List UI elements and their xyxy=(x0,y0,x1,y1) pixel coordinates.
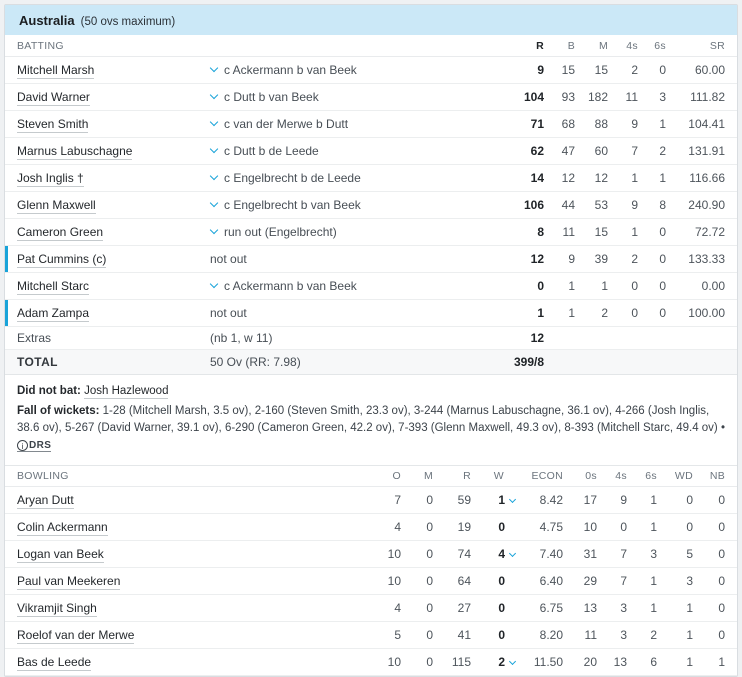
sixes-value: 6 xyxy=(650,655,657,669)
player-name-link[interactable]: Mitchell Marsh xyxy=(17,63,95,77)
col-strike-rate: SR xyxy=(709,39,725,52)
chevron-down-icon[interactable] xyxy=(210,199,218,207)
strike-rate-value: 131.91 xyxy=(688,144,725,158)
runs-value: 115 xyxy=(451,655,471,669)
batting-row xyxy=(5,165,737,192)
no-balls-value: 0 xyxy=(718,574,725,588)
fours-value: 2 xyxy=(631,63,638,77)
player-name-link[interactable]: Steven Smith xyxy=(17,117,89,131)
dots-value: 10 xyxy=(583,520,597,534)
batting-row xyxy=(5,219,737,246)
bowler-name-link[interactable]: Roelof van der Merwe xyxy=(17,628,135,642)
fours-value: 0 xyxy=(631,306,638,320)
fours-value: 0 xyxy=(620,520,627,534)
col-economy: ECON xyxy=(531,470,563,482)
strike-rate-value: 133.33 xyxy=(688,252,725,266)
wickets-value: 4 xyxy=(498,547,505,561)
bowling-section-label: BOWLING xyxy=(17,470,69,482)
sixes-value: 0 xyxy=(659,306,666,320)
info-icon: i xyxy=(17,440,28,451)
economy-value: 11.50 xyxy=(533,655,563,669)
economy-value: 6.40 xyxy=(539,574,563,588)
scorecard-card xyxy=(4,4,738,677)
economy-value: 6.75 xyxy=(539,601,563,615)
dismissal-text: c Ackermann b van Beek xyxy=(224,63,357,77)
runs-value: 0 xyxy=(537,279,544,293)
dots-value: 31 xyxy=(583,547,597,561)
batting-row-not-out xyxy=(5,246,737,273)
bowler-name-link[interactable]: Vikramjit Singh xyxy=(17,601,97,615)
bowler-name-link[interactable]: Aryan Dutt xyxy=(17,493,74,507)
col-sixes: 6s xyxy=(645,470,657,482)
fall-of-wickets xyxy=(5,399,737,465)
batting-row xyxy=(5,111,737,138)
sixes-value: 1 xyxy=(650,574,657,588)
runs-value: 62 xyxy=(530,144,544,158)
batting-section-label: BATTING xyxy=(17,39,64,52)
bowler-name-link[interactable]: Paul van Meekeren xyxy=(17,574,121,588)
dismissal-text: c Dutt b de Leede xyxy=(224,144,319,158)
fours-value: 13 xyxy=(613,655,627,669)
strike-rate-value: 240.90 xyxy=(688,198,725,212)
dismissal-text: not out xyxy=(210,252,247,266)
no-balls-value: 0 xyxy=(718,493,725,507)
fours-value: 11 xyxy=(625,90,638,104)
chevron-down-icon[interactable] xyxy=(210,172,218,180)
bowling-row xyxy=(5,487,737,514)
no-balls-value: 0 xyxy=(718,601,725,615)
player-name-link[interactable]: Adam Zampa xyxy=(17,306,90,320)
runs-value: 106 xyxy=(523,198,544,212)
player-name-link[interactable]: Josh Inglis † xyxy=(17,171,84,185)
sixes-value: 2 xyxy=(650,628,657,642)
sixes-value: 1 xyxy=(659,117,666,131)
dismissal-text: c van der Merwe b Dutt xyxy=(224,117,349,131)
maidens-value: 0 xyxy=(426,628,433,642)
dots-value: 17 xyxy=(583,493,597,507)
col-runs: R xyxy=(536,39,544,52)
no-balls-value: 0 xyxy=(718,520,725,534)
sixes-value: 1 xyxy=(659,171,666,185)
bowling-row xyxy=(5,568,737,595)
extras-detail: (nb 1, w 11) xyxy=(210,331,273,345)
batting-header-row xyxy=(5,35,737,57)
maidens-value: 0 xyxy=(426,655,433,669)
runs-value: 27 xyxy=(457,601,471,615)
runs-value: 14 xyxy=(530,171,544,185)
batting-row xyxy=(5,84,737,111)
did-not-bat-label: Did not bat: xyxy=(17,385,81,397)
bullet-separator: • xyxy=(720,422,725,434)
minutes-value: 15 xyxy=(594,63,608,77)
balls-value: 15 xyxy=(561,63,575,77)
minutes-value: 60 xyxy=(594,144,608,158)
overs-value: 4 xyxy=(394,601,401,615)
runs-value: 9 xyxy=(537,63,544,77)
wides-value: 0 xyxy=(686,520,693,534)
minutes-value: 15 xyxy=(594,225,608,239)
no-balls-value: 0 xyxy=(718,547,725,561)
dots-value: 20 xyxy=(583,655,597,669)
economy-value: 4.75 xyxy=(539,520,563,534)
sixes-value: 1 xyxy=(650,601,657,615)
runs-value: 71 xyxy=(530,117,544,131)
overs-value: 10 xyxy=(387,655,401,669)
sixes-value: 1 xyxy=(650,520,657,534)
batting-row xyxy=(5,273,737,300)
dots-value: 11 xyxy=(584,628,597,642)
maidens-value: 0 xyxy=(426,493,433,507)
dots-value: 29 xyxy=(583,574,597,588)
fours-value: 9 xyxy=(631,198,638,212)
total-score: 399/8 xyxy=(513,355,544,369)
overs-value: 10 xyxy=(387,574,401,588)
strike-rate-value: 60.00 xyxy=(694,63,725,77)
innings-header xyxy=(5,5,737,35)
wickets-value: 0 xyxy=(498,628,505,642)
batting-row-not-out xyxy=(5,300,737,327)
minutes-value: 1 xyxy=(601,279,608,293)
maidens-value: 0 xyxy=(426,601,433,615)
fours-value: 1 xyxy=(631,171,638,185)
fours-value: 9 xyxy=(620,493,627,507)
fours-value: 2 xyxy=(631,252,638,266)
sixes-value: 8 xyxy=(659,198,666,212)
batting-row xyxy=(5,192,737,219)
player-name-link[interactable]: Marnus Labuschagne xyxy=(17,144,133,158)
bowler-name-link[interactable]: Colin Ackermann xyxy=(17,520,108,534)
chevron-down-icon[interactable] xyxy=(210,226,218,234)
col-balls: B xyxy=(567,39,575,52)
fall-of-wickets-text: 1-28 (Mitchell Marsh, 3.5 ov), 2-160 (Steven Smith, 23.3 ov), 3-244 (Marnus Labuschagne, 36.1 ov), 4-266 (Josh Inglis, 38.6 ov), 5-267 (David Warner, 39.1 ov), 6-290 (Cameron Green, 42.2 ov), 7-393 (Glenn Maxwell, 49.3 ov), 8-393 (Mitchell Starc, 49.4 ov) xyxy=(17,405,718,434)
player-name-link[interactable]: David Warner xyxy=(17,90,90,104)
col-maidens: M xyxy=(423,470,433,482)
strike-rate-value: 72.72 xyxy=(694,225,725,239)
bowling-header-row xyxy=(5,465,737,487)
bowling-row xyxy=(5,649,737,676)
player-name-link[interactable]: Glenn Maxwell xyxy=(17,198,96,212)
fours-value: 7 xyxy=(620,547,627,561)
maidens-value: 0 xyxy=(426,520,433,534)
bowling-row xyxy=(5,514,737,541)
extras-runs: 12 xyxy=(530,331,544,345)
runs-value: 59 xyxy=(457,493,471,507)
col-wides: WD xyxy=(674,470,693,482)
sixes-value: 1 xyxy=(650,493,657,507)
economy-value: 8.20 xyxy=(539,628,563,642)
wickets-value: 0 xyxy=(498,520,505,534)
balls-value: 9 xyxy=(568,252,575,266)
drs-link[interactable] xyxy=(17,439,51,452)
sixes-value: 0 xyxy=(659,63,666,77)
runs-value: 74 xyxy=(457,547,471,561)
balls-value: 47 xyxy=(561,144,575,158)
wides-value: 1 xyxy=(686,655,693,669)
bowling-row xyxy=(5,622,737,649)
col-sixes: 6s xyxy=(654,39,666,52)
wickets-value: 0 xyxy=(498,601,505,615)
sixes-value: 3 xyxy=(650,547,657,561)
player-name-link[interactable]: Pat Cummins (c) xyxy=(17,252,107,266)
runs-value: 1 xyxy=(537,306,544,320)
overs-value: 7 xyxy=(394,493,401,507)
fours-value: 7 xyxy=(631,144,638,158)
strike-rate-value: 100.00 xyxy=(688,306,725,320)
fours-value: 0 xyxy=(631,279,638,293)
minutes-value: 182 xyxy=(587,90,608,104)
overs-note: (50 ovs maximum) xyxy=(80,16,176,28)
extras-row xyxy=(5,327,737,350)
runs-value: 64 xyxy=(457,574,471,588)
chevron-down-icon[interactable] xyxy=(210,280,218,288)
dismissal-text: run out (Engelbrecht) xyxy=(224,225,337,239)
total-overs: 50 Ov (RR: 7.98) xyxy=(210,355,301,369)
balls-value: 68 xyxy=(561,117,575,131)
dismissal-text: c Engelbrecht b van Beek xyxy=(224,198,361,212)
wickets-value: 1 xyxy=(498,493,505,507)
no-balls-value: 1 xyxy=(718,655,725,669)
minutes-value: 39 xyxy=(594,252,608,266)
runs-value: 19 xyxy=(457,520,471,534)
balls-value: 44 xyxy=(561,198,575,212)
wides-value: 1 xyxy=(686,628,693,642)
col-wickets: W xyxy=(493,470,504,482)
player-name-link[interactable]: Mitchell Starc xyxy=(17,279,90,293)
fours-value: 9 xyxy=(631,117,638,131)
bowler-name-link[interactable]: Logan van Beek xyxy=(17,547,104,561)
fours-value: 1 xyxy=(631,225,638,239)
team-name: Australia xyxy=(19,13,75,28)
dismissal-text: c Dutt b van Beek xyxy=(224,90,319,104)
minutes-value: 12 xyxy=(594,171,608,185)
chevron-down-icon[interactable] xyxy=(210,91,218,99)
no-balls-value: 0 xyxy=(718,628,725,642)
economy-value: 8.42 xyxy=(539,493,563,507)
chevron-down-icon[interactable] xyxy=(210,64,218,72)
player-name-link[interactable]: Cameron Green xyxy=(17,225,104,239)
batting-row xyxy=(5,138,737,165)
did-not-bat-player-link[interactable]: Josh Hazlewood xyxy=(84,385,169,397)
did-not-bat xyxy=(5,375,737,399)
balls-value: 11 xyxy=(562,225,575,239)
drs-label: DRS xyxy=(29,440,52,451)
balls-value: 1 xyxy=(568,279,575,293)
fours-value: 3 xyxy=(620,628,627,642)
fours-value: 7 xyxy=(620,574,627,588)
dots-value: 13 xyxy=(583,601,597,615)
chevron-down-icon[interactable] xyxy=(210,145,218,153)
batting-row xyxy=(5,57,737,84)
overs-value: 5 xyxy=(394,628,401,642)
strike-rate-value: 104.41 xyxy=(688,117,725,131)
minutes-value: 2 xyxy=(601,306,608,320)
overs-value: 10 xyxy=(387,547,401,561)
balls-value: 1 xyxy=(568,306,575,320)
sixes-value: 3 xyxy=(659,90,666,104)
wides-value: 0 xyxy=(686,493,693,507)
wickets-value: 2 xyxy=(498,655,505,669)
balls-value: 12 xyxy=(561,171,575,185)
bowling-row xyxy=(5,595,737,622)
col-dots: 0s xyxy=(585,470,597,482)
fall-of-wickets-label: Fall of wickets: xyxy=(17,405,100,417)
col-fours: 4s xyxy=(626,39,638,52)
strike-rate-value: 116.66 xyxy=(689,171,725,185)
runs-value: 8 xyxy=(537,225,544,239)
bowler-name-link[interactable]: Bas de Leede xyxy=(17,655,92,669)
maidens-value: 0 xyxy=(426,574,433,588)
overs-value: 4 xyxy=(394,520,401,534)
bowling-row xyxy=(5,541,737,568)
col-minutes: M xyxy=(598,39,608,52)
col-overs: O xyxy=(392,470,401,482)
dismissal-text: not out xyxy=(210,306,247,320)
wides-value: 5 xyxy=(686,547,693,561)
dismissal-text: c Ackermann b van Beek xyxy=(224,279,357,293)
minutes-value: 88 xyxy=(594,117,608,131)
strike-rate-value: 111.82 xyxy=(690,90,725,104)
dismissal-text: c Engelbrecht b de Leede xyxy=(224,171,361,185)
total-label: TOTAL xyxy=(17,355,58,369)
col-runs: R xyxy=(463,470,471,482)
sixes-value: 0 xyxy=(659,252,666,266)
sixes-value: 0 xyxy=(659,225,666,239)
minutes-value: 53 xyxy=(594,198,608,212)
total-row xyxy=(5,350,737,375)
runs-value: 12 xyxy=(530,252,544,266)
sixes-value: 0 xyxy=(659,279,666,293)
col-no-balls: NB xyxy=(709,470,725,482)
wides-value: 1 xyxy=(686,601,693,615)
wickets-value: 0 xyxy=(498,574,505,588)
col-fours: 4s xyxy=(615,470,627,482)
economy-value: 7.40 xyxy=(539,547,563,561)
sixes-value: 2 xyxy=(659,144,666,158)
maidens-value: 0 xyxy=(426,547,433,561)
strike-rate-value: 0.00 xyxy=(701,279,725,293)
runs-value: 41 xyxy=(457,628,471,642)
extras-label: Extras xyxy=(17,331,52,345)
runs-value: 104 xyxy=(523,90,544,104)
wides-value: 3 xyxy=(686,574,693,588)
chevron-down-icon[interactable] xyxy=(210,118,218,126)
fours-value: 3 xyxy=(620,601,627,615)
balls-value: 93 xyxy=(561,90,575,104)
